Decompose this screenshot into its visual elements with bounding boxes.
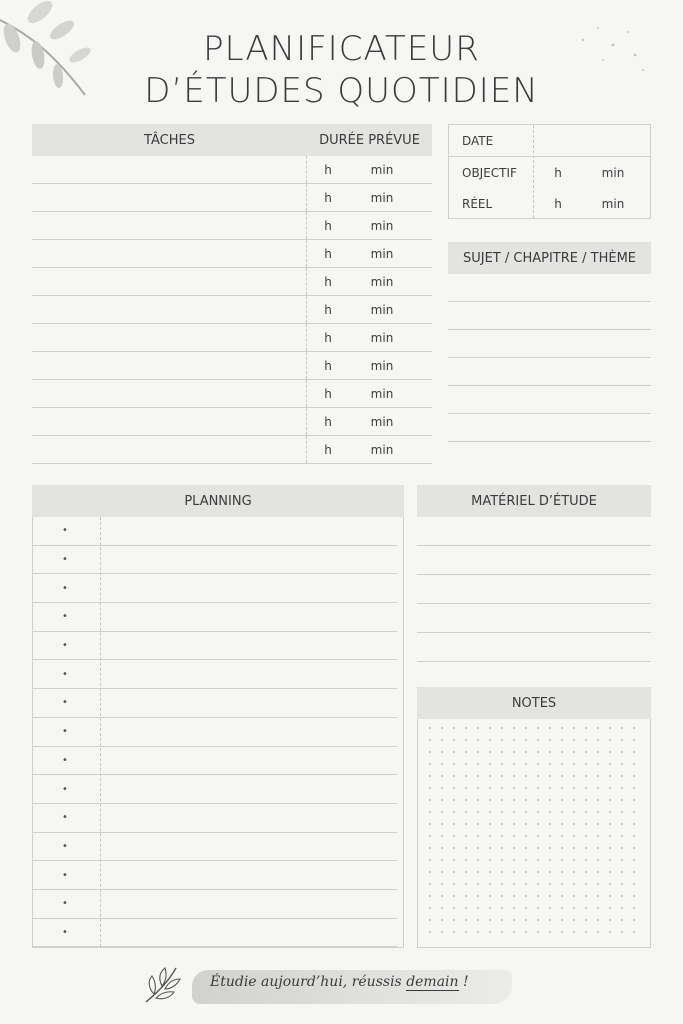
material-line[interactable]	[417, 575, 651, 604]
bullet-point: •	[62, 812, 68, 824]
subject-line[interactable]	[448, 386, 651, 414]
bullet-point: •	[62, 840, 68, 852]
planning-row[interactable]	[33, 775, 397, 804]
hours-unit: h	[324, 162, 332, 177]
minutes-unit: min	[370, 442, 394, 457]
planning-row[interactable]	[33, 574, 397, 603]
planning-row[interactable]	[33, 890, 397, 919]
planning-row[interactable]	[33, 546, 397, 575]
task-cell[interactable]	[32, 240, 307, 267]
duration-cell[interactable]	[307, 212, 432, 239]
material-line[interactable]	[417, 517, 651, 546]
date-label: DATE	[462, 133, 494, 148]
task-cell[interactable]	[32, 436, 307, 463]
bullet-point: •	[62, 783, 68, 795]
bullet-point: •	[62, 640, 68, 652]
tasks-header	[32, 124, 432, 156]
bullet-point: •	[62, 726, 68, 738]
hours-unit: h	[324, 190, 332, 205]
objective-label: OBJECTIF	[462, 165, 517, 180]
hours-unit: h	[554, 165, 562, 180]
duration-cell[interactable]	[307, 156, 432, 183]
planning-row[interactable]	[33, 632, 397, 661]
motto-end: !	[458, 974, 469, 990]
hours-unit: h	[324, 386, 332, 401]
task-cell[interactable]	[32, 184, 307, 211]
planning-row[interactable]	[33, 517, 397, 546]
material-section	[417, 485, 651, 662]
subject-line[interactable]	[448, 330, 651, 358]
planning-row[interactable]	[33, 660, 397, 689]
tasks-table	[32, 124, 432, 464]
footer	[140, 958, 540, 1014]
task-row[interactable]	[32, 240, 432, 268]
task-row[interactable]	[32, 380, 432, 408]
material-header: MATÉRIEL D’ÉTUDE	[417, 485, 651, 517]
notes-dot-grid[interactable]	[424, 722, 644, 941]
bullet-point: •	[62, 611, 68, 623]
minutes-unit: min	[601, 196, 625, 211]
task-cell[interactable]	[32, 408, 307, 435]
planning-row[interactable]	[33, 919, 397, 948]
motto-underlined-word: demain	[406, 974, 459, 990]
bullet-point: •	[62, 554, 68, 566]
material-line[interactable]	[417, 633, 651, 662]
task-row[interactable]	[32, 436, 432, 464]
bullet-point: •	[62, 697, 68, 709]
date-row[interactable]	[449, 125, 650, 157]
task-row[interactable]	[32, 268, 432, 296]
planning-row[interactable]	[33, 861, 397, 890]
minutes-unit: min	[601, 165, 625, 180]
duration-cell[interactable]	[307, 184, 432, 211]
planning-row[interactable]	[33, 804, 397, 833]
bullet-point: •	[62, 582, 68, 594]
hours-unit: h	[324, 274, 332, 289]
planning-header: PLANNING	[32, 485, 404, 517]
bullet-point: •	[62, 898, 68, 910]
bullet-point: •	[62, 754, 68, 766]
bullet-point: •	[62, 926, 68, 938]
minutes-unit: min	[370, 162, 394, 177]
subject-line[interactable]	[448, 274, 651, 302]
task-cell[interactable]	[32, 268, 307, 295]
date-box	[448, 124, 651, 219]
real-row[interactable]	[449, 188, 650, 219]
planning-row[interactable]	[33, 603, 397, 632]
planning-row[interactable]	[33, 747, 397, 776]
task-row[interactable]	[32, 212, 432, 240]
task-cell[interactable]	[32, 380, 307, 407]
subject-section	[448, 242, 651, 442]
hours-unit: h	[324, 246, 332, 261]
planning-row[interactable]	[33, 718, 397, 747]
hours-unit: h	[554, 196, 562, 211]
minutes-unit: min	[370, 190, 394, 205]
material-line[interactable]	[417, 604, 651, 633]
task-row[interactable]	[32, 184, 432, 212]
bullet-point: •	[62, 525, 68, 537]
hours-unit: h	[324, 330, 332, 345]
planning-section	[32, 485, 404, 948]
duration-cell[interactable]	[307, 408, 432, 435]
subject-line[interactable]	[448, 358, 651, 386]
subject-header: SUJET / CHAPITRE / THÈME	[448, 242, 651, 274]
subject-line[interactable]	[448, 414, 651, 442]
subject-line[interactable]	[448, 302, 651, 330]
task-row[interactable]	[32, 156, 432, 184]
motto-text: Étudie aujourd’hui, réussis	[210, 974, 407, 990]
duration-cell[interactable]	[307, 436, 432, 463]
title-line-1: PLANIFICATEUR	[203, 29, 480, 69]
minutes-unit: min	[370, 246, 394, 261]
objective-row[interactable]	[449, 157, 650, 188]
hours-unit: h	[324, 442, 332, 457]
duration-cell[interactable]	[307, 296, 432, 323]
planning-row[interactable]	[33, 833, 397, 862]
hours-unit: h	[324, 358, 332, 373]
notes-header: NOTES	[417, 687, 651, 719]
duration-cell[interactable]	[307, 240, 432, 267]
page-title	[0, 28, 683, 112]
duration-cell[interactable]	[307, 268, 432, 295]
leaf-sprig-icon	[140, 962, 186, 1008]
minutes-unit: min	[370, 414, 394, 429]
task-row[interactable]	[32, 352, 432, 380]
minutes-unit: min	[370, 274, 394, 289]
task-cell[interactable]	[32, 352, 307, 379]
minutes-unit: min	[370, 302, 394, 317]
tasks-column-header: TÂCHES	[144, 132, 195, 148]
title-line-2: D’ÉTUDES QUOTIDIEN	[144, 71, 539, 111]
real-label: RÉEL	[462, 196, 493, 211]
planning-row[interactable]	[33, 689, 397, 718]
task-cell[interactable]	[32, 324, 307, 351]
notes-section	[417, 687, 651, 948]
minutes-unit: min	[370, 330, 394, 345]
hours-unit: h	[324, 414, 332, 429]
footer-motto	[210, 974, 469, 990]
task-cell[interactable]	[32, 156, 307, 183]
minutes-unit: min	[370, 358, 394, 373]
duration-column-header: DURÉE PRÉVUE	[319, 132, 420, 148]
task-row[interactable]	[32, 408, 432, 436]
task-row[interactable]	[32, 324, 432, 352]
duration-cell[interactable]	[307, 352, 432, 379]
minutes-unit: min	[370, 386, 394, 401]
bullet-point: •	[62, 869, 68, 881]
duration-cell[interactable]	[307, 380, 432, 407]
task-cell[interactable]	[32, 212, 307, 239]
task-row[interactable]	[32, 296, 432, 324]
task-cell[interactable]	[32, 296, 307, 323]
material-line[interactable]	[417, 546, 651, 575]
hours-unit: h	[324, 302, 332, 317]
bullet-point: •	[62, 668, 68, 680]
hours-unit: h	[324, 218, 332, 233]
duration-cell[interactable]	[307, 324, 432, 351]
minutes-unit: min	[370, 218, 394, 233]
